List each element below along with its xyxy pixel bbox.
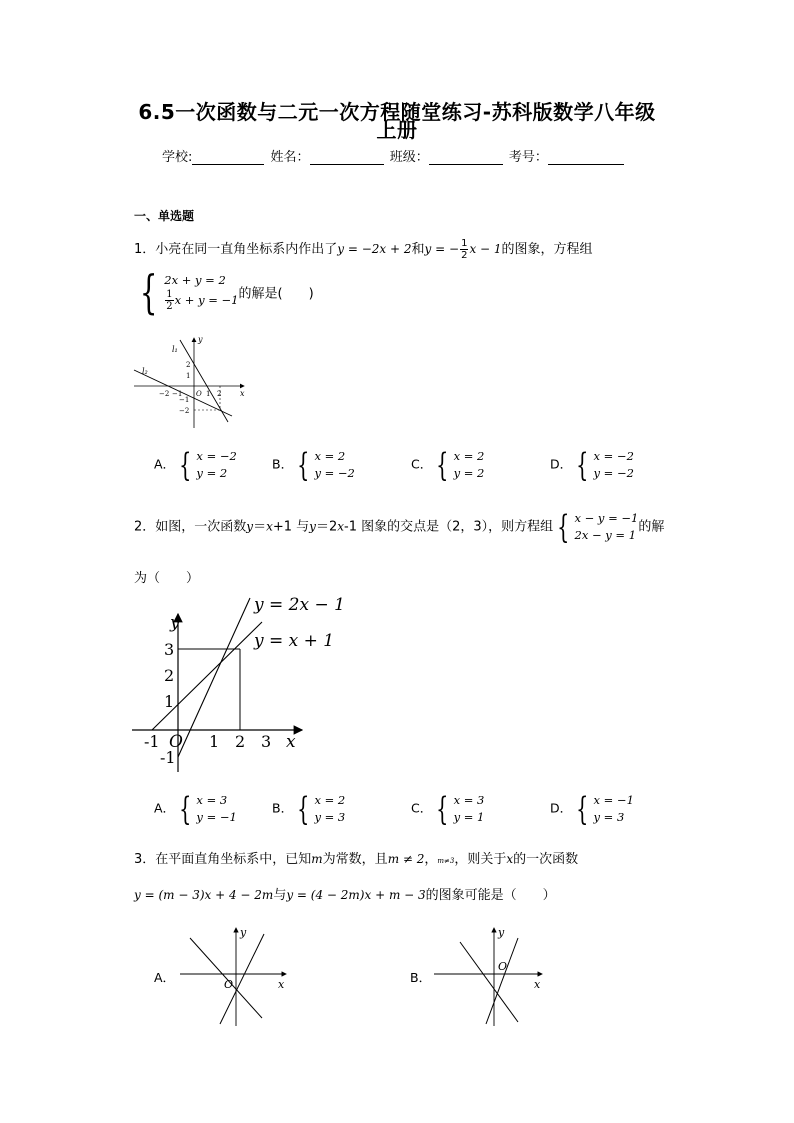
q2-stem-line2: 为（ ）	[134, 571, 200, 586]
q1-label-o: O	[196, 390, 202, 398]
exam-number-label: 考号：	[508, 150, 548, 165]
class-blank[interactable]	[429, 150, 503, 165]
q1-sys-row1: 2x + y = 2	[164, 273, 226, 287]
svg-text:-1: -1	[144, 732, 160, 751]
section-title: 一、单选题	[134, 209, 195, 223]
svg-text:2: 2	[217, 390, 222, 398]
q2-label-y: y	[170, 613, 180, 633]
q1-sys-row2: x + y = −1	[174, 293, 239, 307]
q3-b-line-2	[486, 938, 518, 1024]
svg-text:1: 1	[209, 732, 220, 751]
svg-text:y: y	[240, 926, 247, 939]
name-label: 姓名：	[270, 150, 310, 165]
q3-stem: 3．在平面直角坐标系中，已知m为常数，且m ≠ 2，m≠3，则关于x的一次函数	[134, 852, 579, 867]
q3-option-a-graph[interactable]	[176, 924, 296, 1028]
svg-text:−2: −2	[179, 407, 190, 415]
svg-text:1: 1	[186, 372, 191, 380]
q2-option-d[interactable]: D． { x = −1 y = 3	[550, 790, 634, 828]
q1-option-a[interactable]: A． { x = −2 y = 2	[154, 446, 237, 484]
q2-label-eqB: y = x + 1	[254, 631, 335, 651]
svg-text:2: 2	[186, 361, 191, 369]
q2-sys-row2: 2x − y = 1	[574, 528, 637, 542]
q1-option-b[interactable]: B． { x = 2 y = −2	[272, 446, 355, 484]
q1-label-y: y	[198, 335, 203, 344]
q3-option-a-letter[interactable]: A．	[154, 970, 176, 985]
q1-label-l2: l₂	[142, 367, 148, 376]
svg-text:−2: −2	[159, 390, 170, 398]
q3-stem-line2: y = (m − 3)x + 4 − 2m与y = (4 − 2m)x + m − 3的图象可能是（ ）	[134, 888, 556, 903]
svg-text:3: 3	[261, 732, 272, 751]
q2-label-x: x	[286, 732, 296, 752]
document-title-line1: 6.5一次函数与二元一次方程随堂练习-苏科版数学八年级	[138, 100, 656, 124]
svg-text:1: 1	[164, 692, 175, 711]
q2-stem: 2．如图，一次函数y＝x+1 与y＝2x-1 图象的交点是（2，3），则方程组 { x − y = −1 2x − y = 1 的解	[134, 508, 665, 546]
svg-text:2: 2	[164, 666, 175, 685]
name-blank[interactable]	[310, 150, 384, 165]
exam-number-blank[interactable]	[548, 150, 624, 165]
school-blank[interactable]	[192, 150, 264, 165]
q2-graph	[130, 590, 345, 780]
school-label: 学校:	[162, 150, 193, 165]
q3-b-line-1	[460, 942, 518, 1022]
svg-text:x: x	[534, 978, 541, 991]
q1-eq1: y = −2x + 2	[337, 242, 412, 256]
q1-label-l1: l₁	[172, 345, 178, 354]
svg-text:−1: −1	[179, 396, 190, 404]
q1-option-d[interactable]: D． { x = −2 y = −2	[550, 446, 634, 484]
svg-text:O: O	[498, 960, 508, 973]
q3-option-b-letter[interactable]: B．	[410, 970, 432, 985]
q2-label-o: O	[169, 732, 183, 752]
svg-text:−1: −1	[172, 390, 183, 398]
q2-option-b[interactable]: B． { x = 2 y = 3	[272, 790, 346, 828]
q1-frac: $\frac{1}{2}$	[461, 238, 468, 261]
svg-text:y: y	[498, 926, 505, 939]
svg-text:O: O	[224, 978, 234, 991]
q3-option-b-graph[interactable]	[430, 924, 550, 1028]
q1-system: { 2x + y = 2 $\frac{1}{2}$ x + y = −1 的解是( )	[139, 265, 314, 319]
q1-option-c[interactable]: C． { x = 2 y = 2	[411, 446, 485, 484]
q2-label-eqA: y = 2x − 1	[254, 595, 345, 615]
svg-text:-1: -1	[160, 748, 176, 767]
svg-text:1: 1	[206, 390, 211, 398]
class-label: 班级：	[389, 150, 429, 165]
svg-text:2: 2	[235, 732, 246, 751]
svg-text:x: x	[278, 978, 285, 991]
q2-option-c[interactable]: C． { x = 3 y = 1	[411, 790, 485, 828]
q1-stem: 1．小亮在同一直角坐标系内作出了y = −2x + 2和y = − $\frac{1}{2}$ x − 1的图象，方程组	[134, 238, 593, 261]
q2-sys-row1: x − y = −1	[574, 511, 639, 525]
q1-label-x: x	[240, 389, 245, 398]
document-title-line2: 上册	[376, 118, 418, 142]
student-info-row	[162, 146, 626, 165]
q1-graph	[132, 334, 250, 430]
svg-text:3: 3	[164, 640, 175, 659]
q2-option-a[interactable]: A． { x = 3 y = −1	[154, 790, 237, 828]
